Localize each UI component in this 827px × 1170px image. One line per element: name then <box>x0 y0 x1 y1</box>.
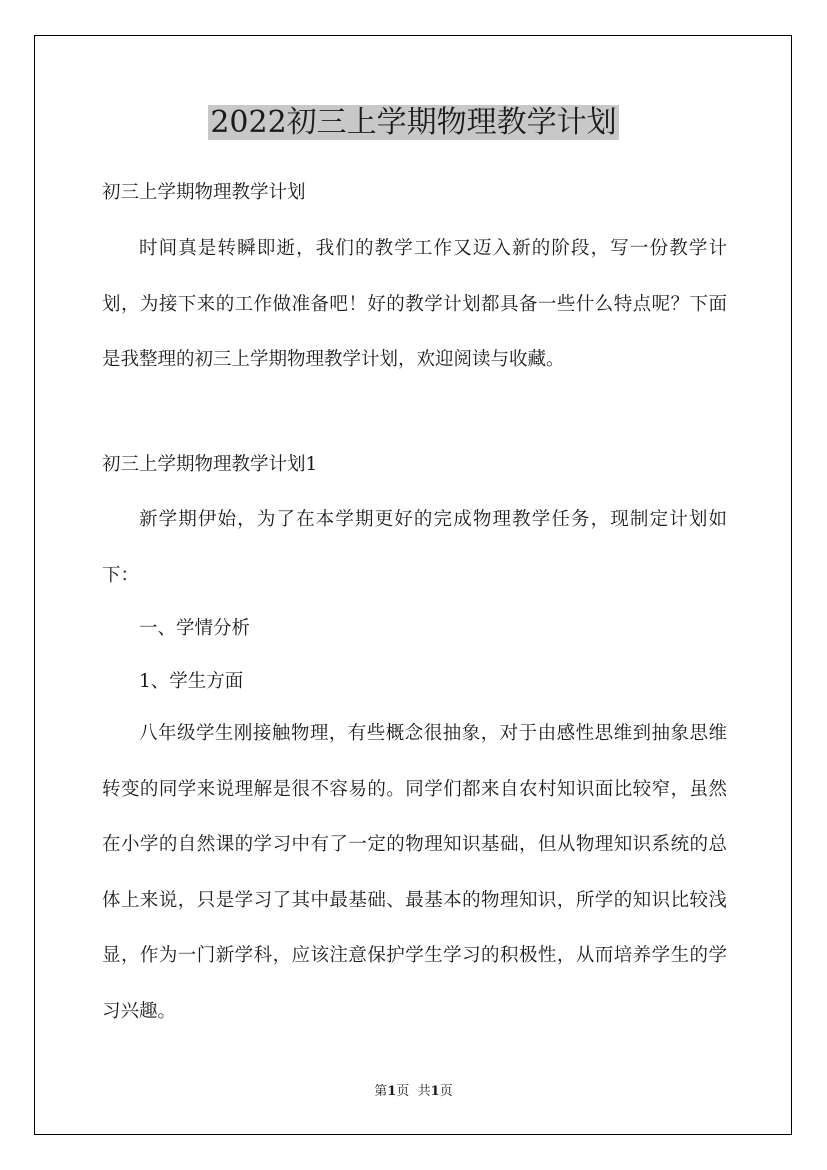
document-subtitle: 初三上学期物理教学计划 <box>102 182 306 203</box>
section-heading: 初三上学期物理教学计划1 <box>102 454 318 475</box>
section-intro-paragraph: 新学期伊始，为了在本学期更好的完成物理教学任务，现制定计划如下： <box>102 509 727 586</box>
heading-learning-analysis: 一、学情分析 <box>139 618 251 639</box>
footer-total-prefix: 共 <box>417 1084 431 1099</box>
footer-page-current: 1 <box>387 1084 397 1099</box>
footer-page-prefix: 第 <box>374 1084 388 1099</box>
footer-page-unit: 页 <box>396 1084 410 1099</box>
footer-total-unit: 页 <box>439 1084 453 1099</box>
intro-paragraph: 时间真是转瞬即逝，我们的教学工作又迈入新的阶段，写一份教学计划，为接下来的工作做准备吧！好的教学计划都具备一些什么特点呢？下面是我整理的初三上学期物理教学计划，欢迎阅读与收藏。 <box>102 238 727 370</box>
heading-students: 1、学生方面 <box>139 671 244 692</box>
page-footer <box>0 1083 827 1101</box>
document-title <box>0 103 827 143</box>
document-title-text: 2022初三上学期物理教学计划 <box>210 105 617 140</box>
analysis-paragraph: 八年级学生刚接触物理，有些概念很抽象，对于由感性思维到抽象思维转变的同学来说理解是很不容易的。同学们都来自农村知识面比较窄，虽然在小学的自然课的学习中有了一定的物理知识基础，但从物理知识系统的总体上来说，只是学习了其中最基础、最基本的物理知识，所学的知识比较浅显，作为一门新学科，应该注意保护学生学习的积极性，从而培养学生的学习兴趣。 <box>102 723 727 1022</box>
footer-page-total: 1 <box>430 1084 440 1099</box>
